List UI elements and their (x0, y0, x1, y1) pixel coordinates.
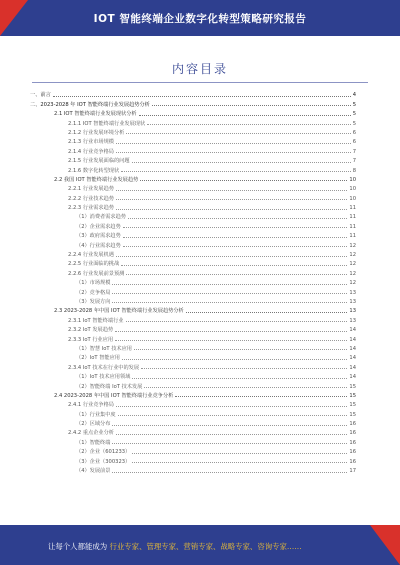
toc-leader-dots (116, 256, 347, 257)
toc-entry-text: （1）智慧 IoT 技术应用 (76, 345, 132, 352)
toc-entry-text: （2）企业需求趋势 (76, 223, 121, 230)
toc-leader-dots (122, 359, 347, 360)
toc-page-number: 14 (349, 345, 356, 352)
toc-entry-text: （1）行业集中度 (76, 411, 116, 418)
toc-entry[interactable] (30, 296, 356, 305)
toc-leader-dots (123, 246, 348, 247)
toc-entry[interactable] (30, 390, 356, 399)
toc-entry[interactable] (30, 192, 356, 201)
toc-page-number: 16 (349, 449, 356, 456)
toc-leader-dots (134, 349, 347, 350)
toc-page-number: 10 (349, 186, 356, 193)
toc-leader-dots (116, 209, 347, 210)
toc-divider (32, 82, 368, 83)
toc-entry-text: 2.1.1 IOT 智能终端行业发展现状 (68, 120, 146, 127)
toc-entry[interactable] (30, 380, 356, 389)
toc-leader-dots (132, 462, 347, 463)
page-header (0, 0, 400, 36)
toc-leader-dots (116, 406, 347, 407)
toc-entry[interactable] (30, 427, 356, 436)
toc-leader-dots (116, 199, 347, 200)
toc-leader-dots (112, 425, 347, 426)
toc-leader-dots (116, 190, 347, 191)
toc-entry[interactable] (30, 258, 356, 267)
toc-leader-dots (126, 133, 350, 134)
page-footer (0, 525, 400, 565)
toc-page-number: 10 (349, 176, 356, 183)
toc-entry-text: 2.2.2 行业技术趋势 (68, 195, 114, 202)
toc-page-number: 14 (349, 336, 356, 343)
toc-page-number: 11 (349, 233, 356, 240)
toc-entry-text: （2）智能终端 IoT 技术发展 (76, 383, 143, 390)
toc-entry[interactable] (30, 361, 356, 370)
toc-heading: 内容目录 (171, 62, 228, 76)
table-of-contents (30, 89, 356, 474)
toc-page-number: 7 (352, 148, 356, 155)
toc-entry[interactable] (30, 333, 356, 342)
toc-entry[interactable] (30, 239, 356, 248)
toc-leader-dots (126, 321, 348, 322)
toc-entry-text: （2）竞争格局 (76, 289, 111, 296)
footer-red-corner (370, 525, 400, 565)
toc-page-number: 15 (349, 392, 356, 399)
toc-entry-text: （1）智能终端 (76, 439, 111, 446)
toc-entry[interactable] (30, 98, 356, 107)
toc-entry-text: 2.3.3 IoT 行业应用 (68, 336, 114, 343)
toc-entry[interactable] (30, 408, 356, 417)
toc-leader-dots (112, 443, 347, 444)
toc-leader-dots (115, 331, 347, 332)
toc-page-number: 16 (349, 430, 356, 437)
toc-entry[interactable] (30, 314, 356, 323)
toc-page-number: 5 (352, 101, 356, 108)
toc-entry[interactable] (30, 465, 356, 474)
toc-entry[interactable] (30, 343, 356, 352)
toc-entry-text: 2.1.6 数字化转型现状 (68, 167, 120, 174)
toc-leader-dots (53, 96, 351, 97)
toc-entry-text: 二、2023-2028 年 IOT 智能终端行业发展趋势分析 (30, 101, 150, 108)
toc-entry-text: 一、前言 (30, 92, 51, 99)
toc-page-number: 14 (349, 364, 356, 371)
toc-entry-text: （4）发展前景 (76, 468, 111, 475)
toc-entry-text: （3）政府需求趋势 (76, 233, 121, 240)
toc-page-number: 17 (349, 468, 356, 475)
toc-leader-dots (126, 274, 347, 275)
toc-entry-text: 2.3 2023-2028 年中国 IOT 智能终端行业发展趋势分析 (54, 308, 184, 315)
toc-leader-dots (116, 152, 351, 153)
toc-entry[interactable] (30, 455, 356, 464)
toc-page-number: 11 (349, 205, 356, 212)
toc-entry[interactable] (30, 202, 356, 211)
toc-leader-dots (112, 293, 347, 294)
toc-entry-text: 2.4.2 重点企业分析 (68, 430, 114, 437)
toc-entry[interactable] (30, 230, 356, 239)
toc-entry-text: 2.2.3 行业需求趋势 (68, 205, 114, 212)
report-title: IOT 智能终端企业数字化转型策略研究报告 (93, 13, 307, 25)
toc-entry[interactable] (30, 371, 356, 380)
toc-leader-dots (132, 162, 351, 163)
toc-entry-text: 2.2.4 行业发展机遇 (68, 252, 114, 259)
toc-entry-text: 2.2 我国 IOT 智能终端行业发展趋势 (54, 176, 139, 183)
toc-page-number: 13 (349, 308, 356, 315)
toc-entry-text: 2.2.5 行业面临的挑战 (68, 261, 120, 268)
toc-leader-dots (175, 396, 347, 397)
toc-leader-dots (112, 472, 347, 473)
slogan-roles: 行业专家、管理专家、营销专家、战略专家、咨询专家…… (109, 542, 302, 551)
toc-leader-dots (144, 387, 347, 388)
toc-page-number: 16 (349, 458, 356, 465)
toc-entry-text: （4）行业需求趋势 (76, 242, 121, 249)
toc-page-number: 5 (352, 120, 356, 127)
toc-entry[interactable] (30, 324, 356, 333)
toc-entry-text: （2）企业（601233） (76, 449, 131, 456)
toc-leader-dots (152, 105, 351, 106)
toc-entry-text: 2.1.4 行业竞争格局 (68, 148, 114, 155)
toc-entry[interactable] (30, 136, 356, 145)
toc-page-number: 16 (349, 439, 356, 446)
toc-entry[interactable] (30, 174, 356, 183)
toc-entry[interactable] (30, 127, 356, 136)
toc-entry-text: （1）市场规模 (76, 280, 111, 287)
toc-leader-dots (147, 124, 351, 125)
toc-entry-text: 2.4 2023-2028 年中国 IOT 智能终端行业竞争分析 (54, 392, 174, 399)
toc-entry[interactable] (30, 164, 356, 173)
toc-entry-text: 2.2.6 行业发展前景预测 (68, 270, 125, 277)
toc-leader-dots (132, 453, 347, 454)
toc-entry[interactable] (30, 305, 356, 314)
toc-leader-dots (141, 368, 347, 369)
toc-page-number: 15 (349, 402, 356, 409)
toc-entry-text: 2.3.1 IoT 智能终端行业 (68, 317, 124, 324)
toc-entry-text: （3）发展方向 (76, 298, 111, 305)
toc-page-number: 12 (349, 261, 356, 268)
toc-page-number: 16 (349, 421, 356, 428)
toc-page-number: 14 (349, 374, 356, 381)
toc-leader-dots (112, 302, 347, 303)
toc-entry[interactable] (30, 211, 356, 220)
toc-page-number: 12 (349, 242, 356, 249)
toc-entry[interactable] (30, 89, 356, 98)
toc-page-number: 12 (349, 252, 356, 259)
toc-entry[interactable] (30, 117, 356, 126)
toc-page-number: 7 (352, 158, 356, 165)
toc-entry-text: （3）企业（300323） (76, 458, 131, 465)
toc-leader-dots (132, 378, 347, 379)
toc-entry[interactable] (30, 399, 356, 408)
toc-entry-text: 2.1.5 行业发展面临的问题 (68, 158, 130, 165)
toc-entry-text: （2）区域分布 (76, 421, 111, 428)
toc-entry[interactable] (30, 155, 356, 164)
toc-entry[interactable] (30, 220, 356, 229)
toc-leader-dots (128, 218, 347, 219)
toc-leader-dots (123, 237, 348, 238)
toc-leader-dots (116, 434, 347, 435)
toc-entry[interactable] (30, 183, 356, 192)
toc-page-number: 5 (352, 111, 356, 118)
toc-entry-text: （1）IoT 技术应用领域 (76, 374, 131, 381)
toc-entry-text: 2.1.3 行业市场规模 (68, 139, 114, 146)
toc-entry[interactable] (30, 145, 356, 154)
toc-leader-dots (123, 227, 348, 228)
toc-entry[interactable] (30, 249, 356, 258)
toc-page-number: 14 (349, 355, 356, 362)
toc-page-number: 11 (349, 223, 356, 230)
toc-page-number: 4 (352, 92, 356, 99)
toc-entry[interactable] (30, 436, 356, 445)
toc-page-number: 14 (349, 327, 356, 334)
toc-page-number: 11 (349, 214, 356, 221)
toc-leader-dots (186, 312, 348, 313)
toc-leader-dots (140, 180, 347, 181)
toc-leader-dots (115, 340, 347, 341)
toc-entry[interactable] (30, 286, 356, 295)
toc-page-number: 12 (349, 280, 356, 287)
toc-entry[interactable] (30, 267, 356, 276)
toc-entry-text: 2.4.1 行业竞争格局 (68, 402, 114, 409)
toc-page-number: 13 (349, 289, 356, 296)
toc-entry-text: （2）IoT 智能应用 (76, 355, 120, 362)
toc-entry[interactable] (30, 277, 356, 286)
toc-entry-text: （1）消费者需求趋势 (76, 214, 126, 221)
toc-entry[interactable] (30, 446, 356, 455)
toc-page-number: 6 (352, 129, 356, 136)
toc-page-number: 6 (352, 139, 356, 146)
footer-slogan (48, 541, 302, 552)
toc-entry-text: 2.1 IOT 智能终端行业发展现状分析 (54, 111, 137, 118)
toc-leader-dots (121, 265, 347, 266)
toc-page-number: 15 (349, 383, 356, 390)
toc-entry-text: 2.3.2 IoT 发展趋势 (68, 327, 114, 334)
toc-entry[interactable] (30, 108, 356, 117)
toc-entry-text: 2.3.4 IoT 技术在行业中的发展 (68, 364, 140, 371)
toc-entry[interactable] (30, 418, 356, 427)
toc-page-number: 12 (349, 270, 356, 277)
toc-leader-dots (139, 115, 351, 116)
toc-leader-dots (121, 171, 351, 172)
toc-leader-dots (112, 284, 347, 285)
toc-page-number: 13 (349, 298, 356, 305)
toc-entry-text: 2.2.1 行业发展趋势 (68, 186, 114, 193)
slogan-lead: 让每个人都能成为 (48, 542, 108, 551)
toc-entry-text: 2.1.2 行业发展环境分析 (68, 129, 125, 136)
toc-entry[interactable] (30, 352, 356, 361)
toc-leader-dots (116, 143, 351, 144)
toc-page-number: 10 (349, 195, 356, 202)
toc-page-number: 15 (349, 411, 356, 418)
toc-page-number: 13 (349, 317, 356, 324)
toc-leader-dots (118, 415, 348, 416)
toc-page-number: 8 (352, 167, 356, 174)
